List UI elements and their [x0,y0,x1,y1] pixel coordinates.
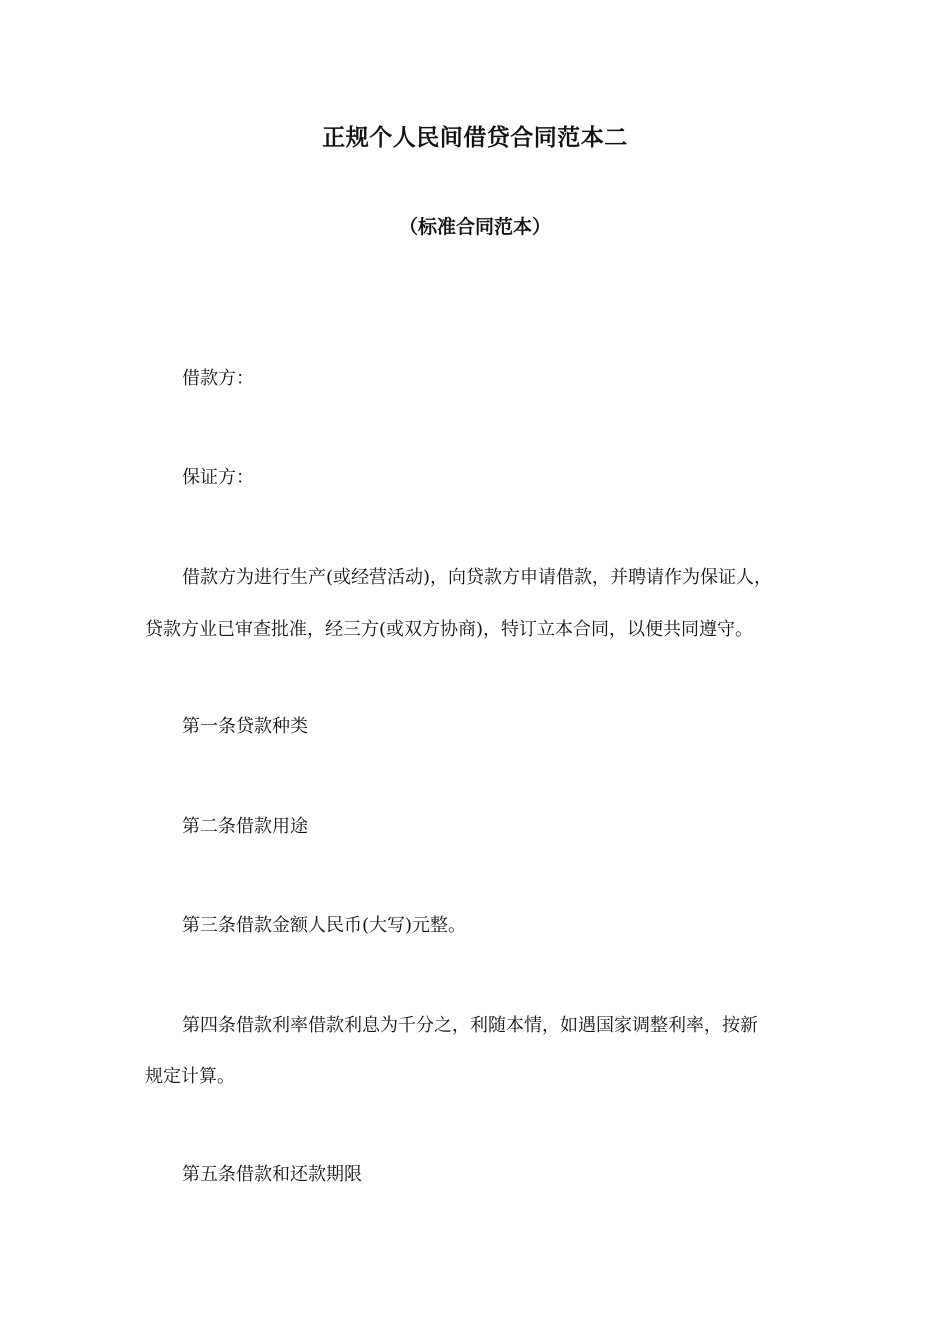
guarantor-line: 保证方： [182,467,254,488]
article-4-line-2: 规定计算。 [145,1066,235,1087]
article-2: 第二条借款用途 [182,816,308,837]
article-5: 第五条借款和还款期限 [182,1164,362,1185]
document-title: 正规个人民间借贷合同范本二 [322,125,628,151]
preamble-paragraph-line-1: 借款方为进行生产(或经营活动)，向贷款方申请借款，并聘请作为保证人， [182,567,773,588]
article-3: 第三条借款金额人民币(大写)元整。 [182,915,467,936]
article-4-line-1: 第四条借款利率借款利息为千分之，利随本情，如遇国家调整利率，按新 [182,1015,758,1036]
preamble-paragraph-line-2: 贷款方业已审查批准，经三方(或双方协商)，特订立本合同，以便共同遵守。 [145,619,754,640]
document-subtitle: （标准合同范本） [398,216,551,238]
article-1: 第一条贷款种类 [182,716,308,737]
borrower-line: 借款方： [182,368,254,389]
